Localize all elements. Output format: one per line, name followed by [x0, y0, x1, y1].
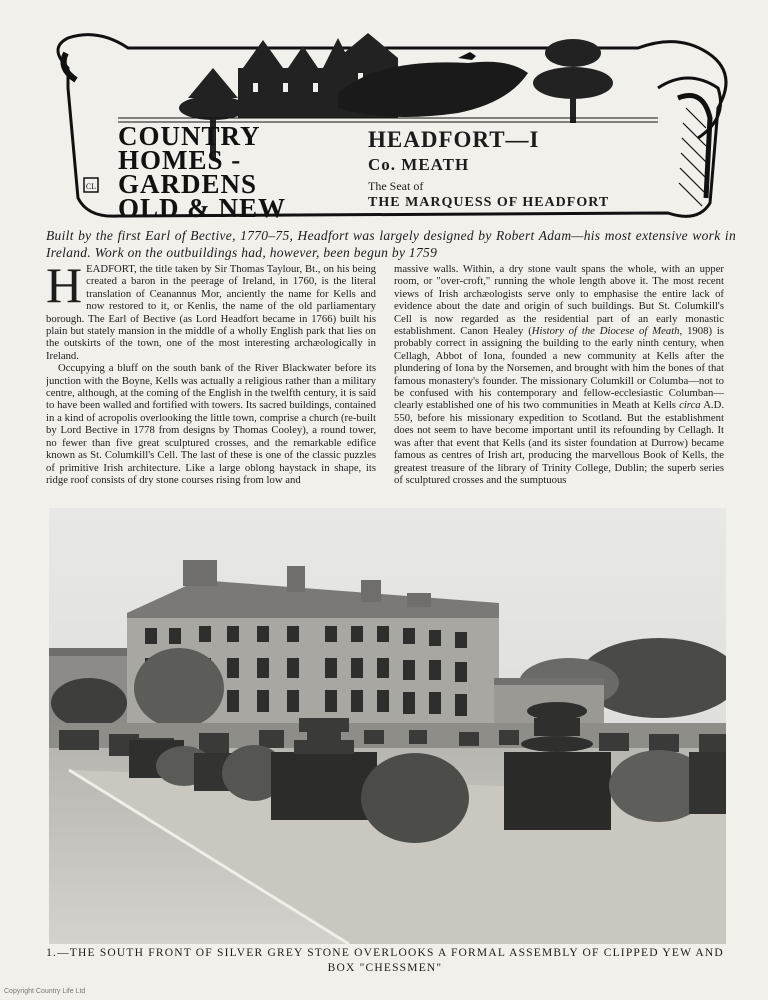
series-line-1: COUNTRY [118, 121, 261, 151]
paragraph-text: , 1908) is probably correct in assigning the building to the early ninth century, when Cellagh, Abbot of Iona, founded a new community at Kells after the plundering of Iona by the Norsemen, and brought with him the bones of that famous monastery's founder. The missionary Columkill or Columba—not to be confused with his contemporary and fellow-ecclesiastic Columban—clearly established one of his two communities in Meath at Kells [394, 325, 724, 412]
article-seat-name: THE MARQUESS OF HEADFORT [368, 195, 610, 210]
house-photograph [49, 508, 726, 944]
series-line-4: OLD & NEW [118, 193, 287, 223]
masthead [38, 28, 740, 223]
body-paragraph [46, 263, 376, 362]
paragraph-text: A.D. 550, before his missionary expedition to Scotland. But the establishment does not seem to have become important until its refounding by Cellagh. It was after that event that Kells (and its sister foundation at Durrow) became famous as centres of Irish art, producing the marvellous Book of Kells, the greatest treasure of the library of Trinity College, Dublin; the superb series of sculptured crosses and the sumptuous [394, 399, 724, 486]
copyright-watermark: Copyright Country Life Ltd [4, 988, 86, 995]
book-title: History of the Diocese of Meath [531, 325, 680, 338]
series-title [118, 121, 348, 223]
photo-caption: 1.—THE SOUTH FRONT OF SILVER GREY STONE OVERLOOKS A FORMAL ASSEMBLY OF CLIPPED YEW AND BOX "CHESSMEN" [46, 947, 724, 974]
article-seat-label: The Seat of [368, 179, 424, 193]
article-body [46, 263, 736, 495]
paragraph-text: massive walls. Within, a dry stone vault spans the whole, with an upper room, or "over-croft," running the whole length above it. The most recent views of Irish archæologists serve only to emphasise the entire lack of evidence about the date and origin of such buildings. But St. Columkill's Cell is now regarded as the residential part of an early monastic establishment. Canon Healey ( [394, 263, 724, 338]
body-column-left [46, 263, 376, 495]
series-line-3: GARDENS [118, 169, 258, 199]
article-heading [368, 128, 668, 211]
article-lede: Built by the first Earl of Bective, 1770–75, Headfort was largely designed by Robert Adam—his most extensive work in Ireland. Work on the outbuildings had, however, been begun by 1759 [46, 228, 736, 260]
series-line-2: HOMES - [118, 145, 242, 175]
logo-mark: CL [85, 182, 97, 191]
paragraph-text: EADFORT, the title taken by Sir Thomas Taylour, Bt., on his being created a baron in the peerage of Ireland, in 1760, is the literal translation of Ceanannus Mor, anciently the name for Kells and now restored to it, or Kenlis, the name of the old parliamentary borough. The Earl of Bective (as Lord Headfort became in 1766) built his plain but stately mansion in the middle of a wholly English park that lies on the outskirts of the town, one of the most interesting archæologically in Ireland. [46, 263, 376, 362]
body-paragraph: Occupying a bluff on the south bank of the River Blackwater before its junction with the Boyne, Kells was actually a religious rather than a military centre, although, at the coming of the English in the twelfth century, it is said to have been walled and fortified with towers. Its sacred buildings, contained in a kind of acropolis overlooking the little town, comprise a church (re-built by Lord Bective in 1778 from designs by Thomas Cooley), a round tower, no fewer than five great sculptured crosses, and the remarkable edifice known as St. Columkill's Cell. The last of these is one of the classic puzzles of primitive Irish architecture. Like a large oblong haystack in shape, its ridge roof consists of dry stone courses rising from low and [46, 362, 376, 486]
article-county: Co. MEATH [368, 155, 470, 174]
body-column-right [394, 263, 724, 495]
photograph-illustration [49, 508, 726, 944]
circa-text: circa [679, 399, 701, 412]
drop-cap: H [46, 263, 83, 313]
body-paragraph [394, 263, 724, 486]
article-title: HEADFORT—I [368, 127, 540, 152]
